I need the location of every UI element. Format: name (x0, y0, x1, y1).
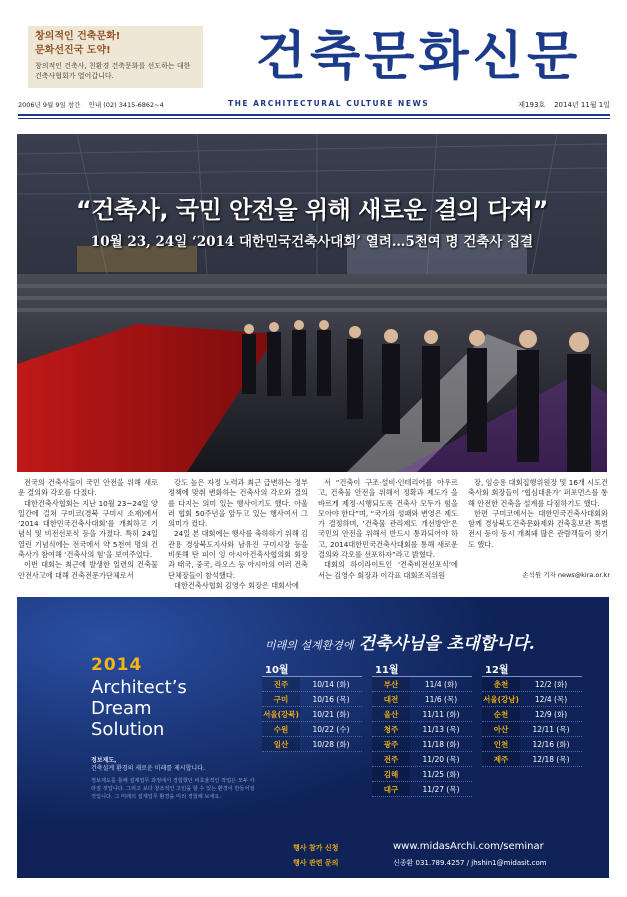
founding-and-contact (18, 100, 164, 109)
schedule-row (482, 752, 582, 767)
schedule-month-december (482, 661, 582, 767)
ad-name-line: Dream (91, 698, 152, 719)
issue-date: 2014년 11월 1일 (554, 101, 610, 109)
date: 11/11 (화) (422, 710, 460, 719)
city: 춘천 (482, 677, 520, 691)
seminar-advertisement (17, 597, 609, 878)
ad-name-line: Architect’s (91, 677, 187, 698)
city: 대구 (372, 782, 410, 796)
headline: “건축사, 국민 안전을 위해 새로운 결의 다져” (76, 196, 548, 224)
schedule-row (262, 737, 362, 752)
masthead-rule-thin (18, 118, 610, 119)
issue-number: 제193호 (518, 101, 546, 109)
article-column-1 (18, 478, 158, 581)
register-label: 행사 참가 신청 (293, 844, 339, 852)
schedule-row (262, 707, 362, 722)
ad-body-text: 정보제도를 통해 설계업무 과정에서 경험했던 비효율적인 작업은 모두 사라질 것입니다. 그리고 보다 창조적인 고민을 할 수 있는 환경이 만들어질 것입니다. 그 미래의 설계업무 환경을 미리 경험해 보세요. (91, 778, 255, 800)
paragraph: 전국의 건축사들이 국민 안전을 위해 새로운 결의와 각오를 다졌다. (18, 478, 158, 498)
ad-tagline-big: 건축사님을 초대합니다. (358, 634, 535, 654)
masthead-rule (18, 114, 610, 116)
date: 12/18 (목) (532, 755, 570, 764)
city: 수원 (262, 722, 300, 736)
ad-subtitle-1: 정보제도, (91, 757, 117, 764)
schedule-row (482, 737, 582, 752)
paragraph: 장, 임승용 대회집행위원장 및 16개 시도건축사회 회장들이 ‘협심대윤가’ 퍼포먼스를 통해 안전한 건축을 설계를 다짐하기도 했다. (468, 478, 608, 508)
city: 청주 (372, 722, 410, 736)
ad-product-name (91, 677, 187, 740)
article-column-2 (168, 478, 308, 591)
hero-photo (17, 134, 607, 472)
city: 대전 (372, 692, 410, 706)
month-header: 10월 (262, 661, 362, 677)
date: 10/16 (목) (312, 695, 350, 704)
date: 12/2 (화) (534, 680, 568, 689)
date: 11/13 (목) (422, 725, 460, 734)
city: 일산 (262, 737, 300, 751)
contact-phone: 안내 (02) 3415-6862~4 (88, 101, 164, 109)
event-hall-illustration (17, 134, 607, 472)
city: 인천 (482, 737, 520, 751)
newspaper-title: 건축문화신문 (255, 27, 582, 87)
month-header: 12월 (482, 661, 582, 677)
date: 10/21 (화) (312, 710, 350, 719)
city: 서울(강남) (482, 692, 520, 706)
schedule-row (372, 752, 472, 767)
city: 진주 (262, 677, 300, 691)
ad-footer (293, 841, 593, 873)
date: 10/14 (화) (312, 680, 350, 689)
inquiry-label: 행사 관련 문의 (293, 859, 339, 867)
paragraph: 24일 본 대회에는 행사를 축하하기 위해 김관용 경상북도지사와 남유진 구미시장 등을 비롯해 탄 피이 잉 아시아건축사협의회 회장과 태국, 중국, 라오스 등 아시아의 여러 건축단체장들이 참석했다. (168, 529, 308, 580)
date: 11/20 (목) (422, 755, 460, 764)
info-strip (18, 98, 610, 112)
date: 11/4 (화) (424, 680, 458, 689)
date: 11/6 (목) (424, 695, 458, 704)
city: 광주 (372, 737, 410, 751)
city: 제주 (482, 752, 520, 766)
schedule-row (482, 722, 582, 737)
promo-box (28, 26, 203, 88)
schedule-row (482, 677, 582, 692)
city: 울산 (372, 707, 410, 721)
schedule-row (372, 707, 472, 722)
paragraph: 서 “건축이 구조·설비·인테리어를 아우르고, 건축물 안전을 위해서 정확과 제도가 을 바르게 제정·시행되도록 건축사 모두가 힘을 모아야 한다”며, “국가의 성패와 변영은 제도가 결정하며, ‘건축물 관리제도 개선방안’은 국민의 안전을 위해서 반드시 통과되어야 하고, 2014대한민국건축사대회를 통해 새로운 결의와 각오를 선포하자”라고 밝혔다. (318, 478, 458, 560)
inquiry-contact: 신종환 031.789.4257 / jhshin1@midasit.com (393, 859, 547, 867)
date: 11/27 (목) (422, 785, 460, 794)
english-title: THE ARCHITECTURAL CULTURE NEWS (228, 99, 430, 108)
paragraph: 한편 구미코에서는 대한민국건축사대회와 함께 경상북도건축문화제와 건축홍보관 특별전시 등이 동시 개최돼 많은 관람객들이 찾기도 했다. (468, 508, 608, 549)
city: 김해 (372, 767, 410, 781)
date: 11/25 (화) (422, 770, 460, 779)
schedule-month-october (262, 661, 362, 752)
schedule-row (372, 677, 472, 692)
promo-line-2: 문화선진국 도약! (35, 45, 111, 56)
city: 전주 (372, 752, 410, 766)
schedule-row (482, 707, 582, 722)
schedule-row (372, 737, 472, 752)
seminar-url[interactable]: www.midasArchi.com/seminar (393, 841, 544, 852)
ad-subtitle-2: 건축설계 환경의 새로운 미래를 제시합니다. (91, 765, 205, 772)
article-column-3 (318, 478, 458, 581)
month-header: 11월 (372, 661, 472, 677)
byline: 손석원 기자 news@kira.or.kr (522, 571, 610, 579)
subheadline: 10월 23, 24일 ‘2014 대한민국건축사대회’ 열려…5천여 명 건축사 집결 (90, 234, 534, 250)
promo-line-1: 창의적인 건축문화! (35, 31, 121, 42)
schedule-month-november (372, 661, 472, 797)
schedule-row (482, 692, 582, 707)
schedule-row (262, 722, 362, 737)
city: 순천 (482, 707, 520, 721)
city: 구미 (262, 692, 300, 706)
date: 12/16 (화) (532, 740, 570, 749)
founding-date: 2006년 9월 9일 창간 (18, 101, 81, 109)
schedule-row (372, 782, 472, 797)
article-body (18, 478, 610, 590)
city: 아산 (482, 722, 520, 736)
ad-name-line: Solution (91, 719, 165, 740)
schedule-row (372, 767, 472, 782)
schedule-row (262, 677, 362, 692)
paragraph: 강도 높은 자정 노력과 최근 급변하는 정부정책에 맞춰 변화하는 건축사의 각오와 결의를 다지는 의미 있는 행사이기도 했다. 아울러 협회 50주년을 앞두고 있는 행사여서 그 의미가 컸다. (168, 478, 308, 529)
date: 11/18 (화) (422, 740, 460, 749)
date: 12/9 (화) (534, 710, 568, 719)
schedule-row (372, 692, 472, 707)
paragraph: 대한건축사협회는 지난 10월 23~24일 양일간에 걸쳐 구미코(경북 구미시 소재)에서 ‘2014 대한민국건축사대회’를 개최하고 기념식 및 비전선포식 등을 가졌다. 특히 24일 열린 기념식에는 전국에서 약 5천여 명의 건축사가 참여해 ‘건축사의 힘’을 보여주었다. (18, 498, 158, 560)
paragraph: 대회의 하이라이트인 ‘건축비전선포식’에서는 김영수 회장과 이각표 대회조직위원 (318, 560, 458, 580)
issue-info (518, 100, 610, 110)
ad-tagline-small: 미래의 설계환경에 (265, 639, 354, 652)
date: 12/4 (목) (534, 695, 568, 704)
seminar-schedule (262, 661, 592, 851)
article-column-4 (468, 478, 608, 550)
ad-year: 2014 (91, 655, 143, 675)
date: 12/11 (목) (532, 725, 570, 734)
city: 부산 (372, 677, 410, 691)
city: 서울(강북) (262, 707, 300, 721)
date: 10/22 (수) (312, 725, 350, 734)
schedule-row (262, 692, 362, 707)
paragraph: 이번 대회는 최근에 발생한 일련의 건축물 안전사고에 대해 건축전문가단체로서 (18, 560, 158, 580)
schedule-row (372, 722, 472, 737)
promo-line-3: 창의적인 건축사, 친환경 건축문화를 선도하는 대한건축사협회가 열어갑니다. (35, 62, 191, 80)
date: 10/28 (화) (312, 740, 350, 749)
ad-tagline (265, 629, 535, 654)
paragraph: 대한건축사협회 김영수 회장은 대회사에 (174, 580, 299, 590)
